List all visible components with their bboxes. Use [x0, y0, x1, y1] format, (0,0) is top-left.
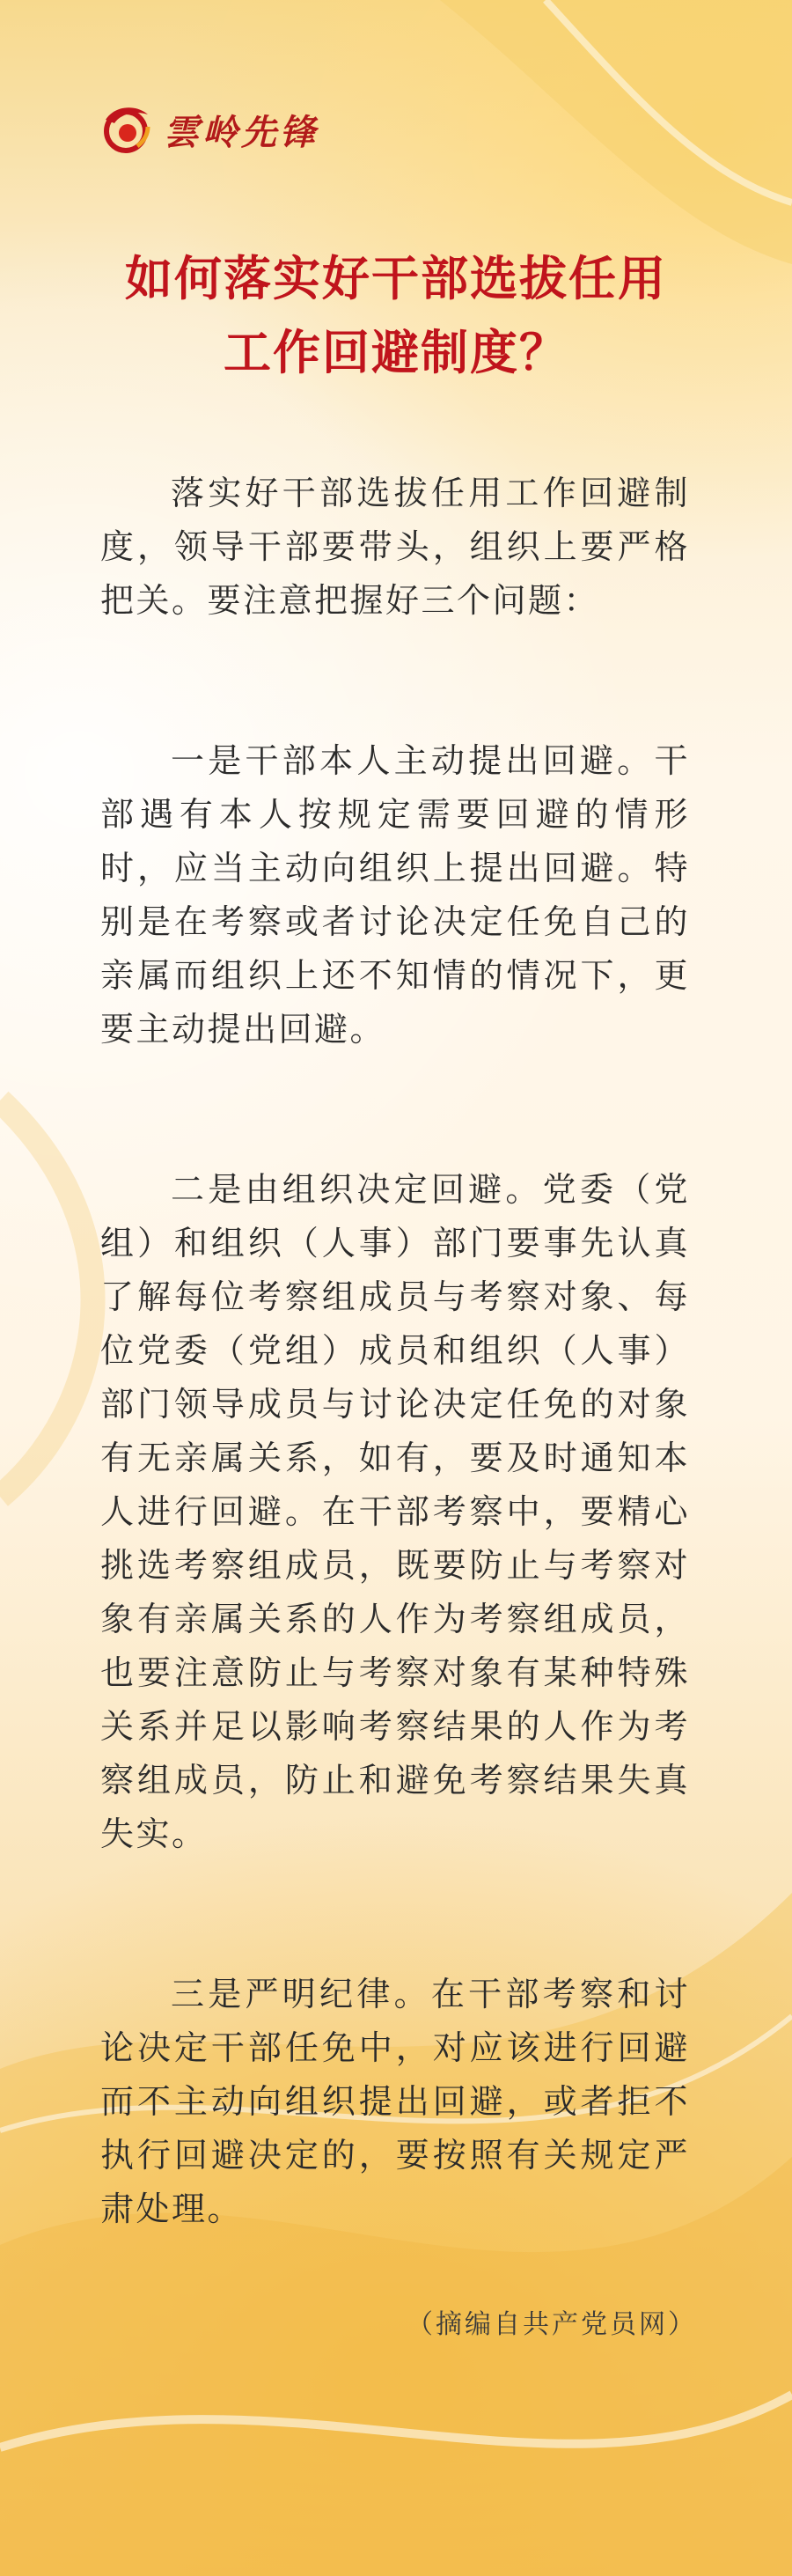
yunling-emblem-icon [99, 102, 153, 157]
brand-name: 雲岭先锋 [164, 111, 319, 153]
point-one-paragraph: 一是干部本人主动提出回避。干部遇有本人按规定需要回避的情形时，应当主动向组织上提出回避。特别是在考察或者讨论决定任免自己的亲属而组织上还不知情的情况下，更要主动提出回避。 [100, 741, 690, 1049]
brand-logo [99, 99, 319, 160]
article-body [100, 467, 690, 2236]
title-line-1: 如何落实好干部选拔任用 [125, 251, 667, 306]
point-two-paragraph: 二是由组织决定回避。党委（党组）和组织（人事）部门要事先认真了解每位考察组成员与考察对象、每位党委（党组）成员和组织（人事）部门领导成员与讨论决定任免的对象有无亲属关系，如有，要及时通知本人进行回避。在干部考察中，要精心挑选考察组成员，既要防止与考察对象有亲属关系的人作为考察组成员，也要注意防止与考察对象有某种特殊关系并足以影响考察结果的人作为考察组成员，防止和避免考察结果失真失实。 [100, 1170, 690, 1853]
point-three-paragraph: 三是严明纪律。在干部考察和讨论决定干部任免中，对应该进行回避而不主动向组织提出回避，或者拒不执行回避决定的，要按照有关规定严肃处理。 [100, 1975, 690, 2228]
page-title [0, 242, 792, 390]
title-line-2: 工作回避制度？ [224, 325, 568, 380]
intro-paragraph: 落实好干部选拔任用工作回避制度，领导干部要带头，组织上要严格把关。要注意把握好三个问题： [100, 474, 690, 620]
source-credit: （摘编自共产党员网） [407, 2309, 697, 2340]
